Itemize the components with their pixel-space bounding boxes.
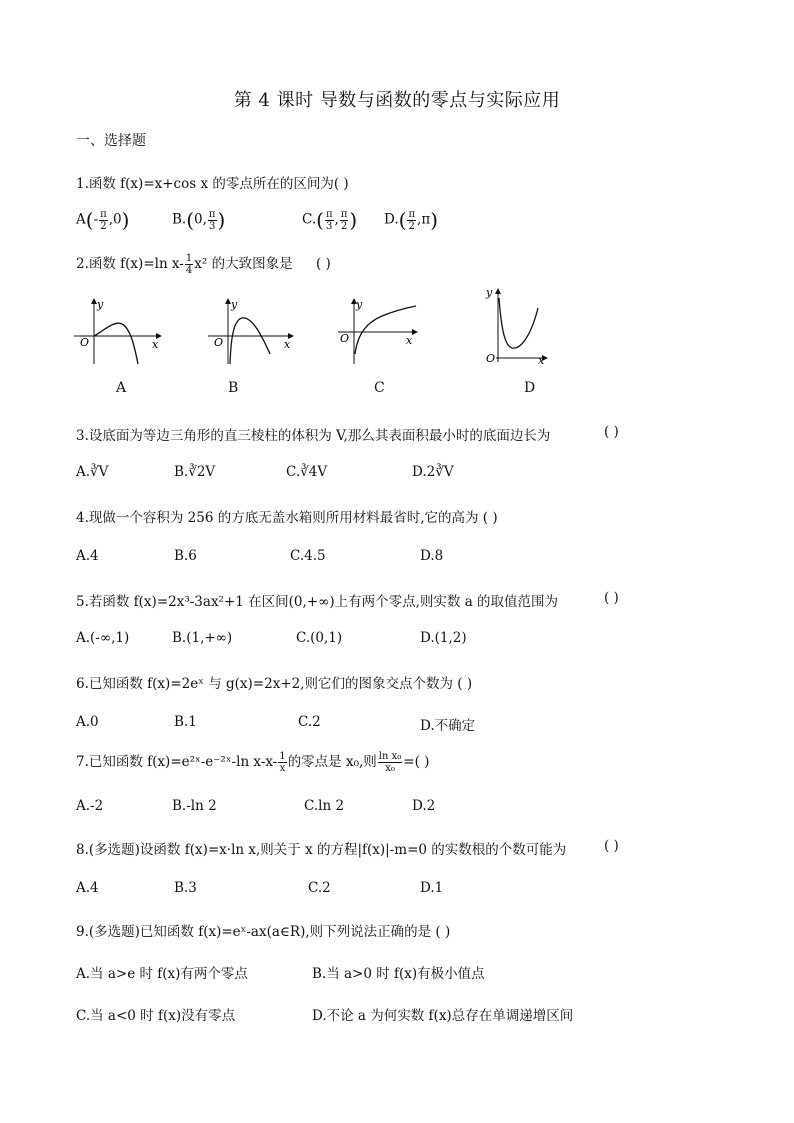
graph-d[interactable] xyxy=(482,284,552,366)
stem-suffix: =( ) xyxy=(403,754,430,770)
question-9-option-b[interactable]: B.当 a>0 时 f(x)有极小值点 xyxy=(312,966,485,982)
denominator: 2 xyxy=(100,220,107,232)
fraction xyxy=(185,253,193,276)
denominator: x₀ xyxy=(385,763,395,774)
question-4-option-d[interactable]: D.8 xyxy=(420,548,444,564)
stem-prefix: 2.函数 f(x)=ln x- xyxy=(76,256,184,272)
question-4-option-c[interactable]: C.4.5 xyxy=(290,548,326,564)
question-3-option-c[interactable]: C.∛4V xyxy=(286,464,328,480)
question-6-option-c[interactable]: C.2 xyxy=(298,714,321,730)
question-7-option-b[interactable]: B.-ln 2 xyxy=(172,798,217,814)
question-6-option-a[interactable]: A.0 xyxy=(76,714,99,730)
graph-b[interactable] xyxy=(206,296,298,366)
fraction xyxy=(325,209,334,232)
numerator: π xyxy=(325,208,333,220)
origin-label: O xyxy=(214,336,224,349)
section-heading: 一、选择题 xyxy=(76,133,146,149)
y-axis-label: y xyxy=(97,298,104,311)
question-8-answer-paren: ( ) xyxy=(604,838,619,854)
origin-label: O xyxy=(340,332,350,345)
question-5-option-c[interactable]: C.(0,1) xyxy=(296,630,343,646)
question-5-option-b[interactable]: B.(1,+∞) xyxy=(172,630,233,646)
question-1-option-b[interactable]: B.(0, $\frac{\pi}{3}$ ) xyxy=(172,208,226,232)
numerator: 1 xyxy=(185,253,193,264)
origin-label: O xyxy=(486,352,496,365)
question-8-stem: 8.(多选题)设函数 f(x)=x·ln x,则关于 x 的方程|f(x)|-m=0 的实数根的个数可能为 xyxy=(76,842,567,858)
fraction xyxy=(278,751,286,774)
question-5-option-d[interactable]: D.(1,2) xyxy=(420,630,467,646)
y-axis-label: y xyxy=(356,298,363,311)
question-3-answer-paren: ( ) xyxy=(604,424,619,440)
question-9-option-c[interactable]: C.当 a<0 时 f(x)没有零点 xyxy=(76,1008,236,1024)
question-1-option-c[interactable]: C.( $\frac{\pi}{3}$ , $\frac{\pi}{2}$ ) xyxy=(302,208,358,232)
question-3-stem: 3.设底面为等边三角形的直三棱柱的体积为 V,那么其表面积最小时的底面边长为 xyxy=(76,428,551,444)
graph-d-label: D xyxy=(524,380,536,396)
denominator: 3 xyxy=(326,220,333,232)
question-6-option-d[interactable]: D.不确定 xyxy=(420,718,476,734)
fraction xyxy=(99,209,108,232)
question-3-option-b[interactable]: B.∛2V xyxy=(174,464,216,480)
denominator: x xyxy=(279,763,286,774)
graph-c-label: C xyxy=(374,380,385,396)
graph-a[interactable] xyxy=(72,296,164,366)
question-2-answer-paren: ( ) xyxy=(316,256,331,272)
question-3-option-d[interactable]: D.2∛V xyxy=(412,464,454,480)
question-9-option-a[interactable]: A.当 a>e 时 f(x)有两个零点 xyxy=(76,966,248,982)
fraction xyxy=(340,209,349,232)
option-letter: A xyxy=(76,211,86,228)
pi: π xyxy=(421,211,431,228)
graph-c[interactable] xyxy=(336,296,422,366)
y-axis-label: y xyxy=(231,298,238,311)
numerator: 1 xyxy=(279,751,286,762)
option-letter: D. xyxy=(384,211,399,228)
option-letter: C. xyxy=(302,211,317,228)
question-4-option-a[interactable]: A.4 xyxy=(76,548,99,564)
question-9-stem: 9.(多选题)已知函数 f(x)=eˣ-ax(a∈R),则下列说法正确的是 ( ) xyxy=(76,924,451,940)
fraction xyxy=(407,209,416,232)
question-6-option-b[interactable]: B.1 xyxy=(174,714,197,730)
question-8-option-c[interactable]: C.2 xyxy=(308,880,331,896)
x-axis-label: x xyxy=(406,334,413,347)
question-7-option-d[interactable]: D.2 xyxy=(412,798,436,814)
question-6-stem: 6.已知函数 f(x)=2eˣ 与 g(x)=2x+2,则它们的图象交点个数为 ( ) xyxy=(76,676,473,692)
question-5-answer-paren: ( ) xyxy=(604,590,619,606)
stem-suffix: x² 的大致图象是 xyxy=(194,256,293,272)
denominator: 3 xyxy=(209,220,216,232)
stem-mid: 的零点是 x₀,则 xyxy=(287,754,377,770)
numerator: ln x₀ xyxy=(378,751,402,762)
question-5-option-a[interactable]: A.(-∞,1) xyxy=(76,630,130,646)
question-1-option-a[interactable]: A(- $\frac{\pi}{2}$ ,0) xyxy=(76,208,130,232)
origin-label: O xyxy=(80,336,90,349)
question-7-stem xyxy=(76,750,429,774)
fraction xyxy=(378,751,402,774)
question-1-option-d[interactable]: D.( $\frac{\pi}{2}$ ,π) xyxy=(384,208,439,232)
x-axis-label: x xyxy=(538,354,545,366)
question-7-option-c[interactable]: C.ln 2 xyxy=(304,798,345,814)
question-8-option-d[interactable]: D.1 xyxy=(420,880,444,896)
question-8-option-a[interactable]: A.4 xyxy=(76,880,99,896)
graph-b-label: B xyxy=(228,380,239,396)
numerator: π xyxy=(340,208,348,220)
y-axis-label: y xyxy=(486,286,493,299)
graph-a-label: A xyxy=(116,380,127,396)
question-3-option-a[interactable]: A.∛V xyxy=(76,464,109,480)
question-4-stem: 4.现做一个容积为 256 的方底无盖水箱则所用材料最省时,它的高为 ( ) xyxy=(76,510,498,526)
question-1-stem: 1.函数 f(x)=x+cos x 的零点所在的区间为( ) xyxy=(76,176,349,192)
x-axis-label: x xyxy=(152,338,159,351)
question-8-option-b[interactable]: B.3 xyxy=(174,880,197,896)
question-9-option-d[interactable]: D.不论 a 为何实数 f(x)总存在单调递增区间 xyxy=(312,1008,574,1024)
stem-prefix: 7.已知函数 f(x)=e²ˣ-e⁻²ˣ-ln x-x- xyxy=(76,754,278,770)
numerator: π xyxy=(208,208,216,220)
question-7-option-a[interactable]: A.-2 xyxy=(76,798,104,814)
denominator: 2 xyxy=(408,220,415,232)
zero: 0 xyxy=(113,211,122,228)
question-4-option-b[interactable]: B.6 xyxy=(174,548,197,564)
fraction xyxy=(208,209,217,232)
numerator: π xyxy=(408,208,416,220)
zero: 0 xyxy=(194,211,203,228)
page-title: 第 4 课时 导数与函数的零点与实际应用 xyxy=(233,90,561,111)
question-5-stem: 5.若函数 f(x)=2x³-3ax²+1 在区间(0,+∞)上有两个零点,则实数 a 的取值范围为 xyxy=(76,594,559,610)
minus-sign: - xyxy=(93,211,99,228)
question-2-stem xyxy=(76,252,293,276)
numerator: π xyxy=(100,208,107,220)
option-letter: B. xyxy=(172,211,187,228)
x-axis-label: x xyxy=(284,338,291,351)
denominator: 2 xyxy=(340,220,348,232)
denominator: 4 xyxy=(185,265,193,276)
